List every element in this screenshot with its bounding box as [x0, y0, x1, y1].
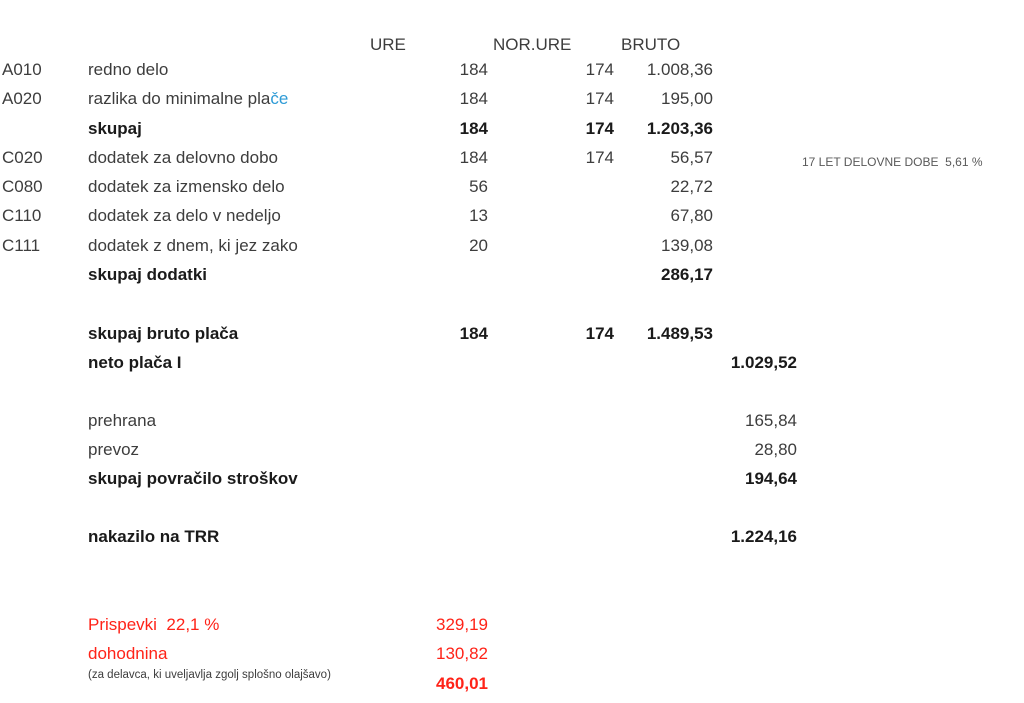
column-header-bruto: BRUTO [621, 35, 681, 54]
row-description: dodatek za delo v nedeljo [88, 206, 281, 225]
nor-ure-value: 174 [585, 119, 614, 138]
row-code: A020 [2, 89, 42, 108]
table-row-transport [0, 440, 1024, 460]
row-description: dohodnina [88, 644, 168, 663]
table-row-subtotal [0, 119, 1024, 139]
contributions-value: 329,19 [436, 615, 488, 634]
row-description: dodatek za izmensko delo [88, 177, 285, 196]
bruto-value: 56,57 [670, 148, 713, 167]
taxes-total-value: 460,01 [436, 674, 488, 693]
bruto-value: 286,17 [661, 265, 713, 284]
ure-value: 13 [469, 206, 488, 225]
row-description: skupaj dodatki [88, 265, 208, 284]
row-description: skupaj [88, 119, 142, 138]
column-header-row [0, 35, 1024, 55]
description-accent-text: če [270, 89, 289, 108]
seniority-note: 17 LET DELOVNE DOBE 5,61 % [802, 155, 983, 169]
neto-value: 1.224,16 [730, 527, 797, 546]
table-row-c080 [0, 177, 1024, 197]
nor-ure-value: 174 [585, 89, 614, 108]
bruto-value: 1.489,53 [646, 324, 713, 343]
tax-relief-note: (za delavca, ki uveljavlja zgolj splošno olajšavo) [88, 669, 331, 681]
row-code: C080 [2, 177, 43, 196]
row-code: C110 [2, 206, 42, 225]
bruto-value: 195,00 [661, 89, 713, 108]
row-description [88, 89, 288, 109]
row-description: nakazilo na TRR [88, 527, 220, 546]
table-row-net-salary [0, 353, 1024, 373]
neto-value: 165,84 [745, 411, 797, 430]
row-description: skupaj bruto plača [88, 324, 239, 343]
ure-value: 56 [469, 177, 488, 196]
ure-value: 184 [459, 60, 488, 79]
ure-value: 184 [459, 89, 488, 108]
table-row-c110 [0, 206, 1024, 226]
table-row-meals [0, 411, 1024, 431]
bruto-value: 1.008,36 [646, 60, 713, 79]
neto-value: 28,80 [754, 440, 797, 459]
table-row-allowances-total [0, 265, 1024, 285]
table-row-gross-total [0, 324, 1024, 344]
nor-ure-value: 174 [585, 60, 614, 79]
row-code: C111 [2, 236, 41, 255]
nor-ure-value: 174 [585, 324, 614, 343]
bruto-value: 139,08 [661, 236, 713, 255]
table-row-a010 [0, 60, 1024, 80]
bruto-value: 67,80 [670, 206, 713, 225]
row-description: prehrana [88, 411, 157, 430]
row-description: prevoz [88, 440, 140, 459]
bruto-value: 1.203,36 [646, 119, 713, 138]
table-row-c111 [0, 236, 1024, 256]
neto-value: 1.029,52 [730, 353, 797, 372]
column-header-ure: URE [370, 35, 406, 54]
ure-value: 184 [459, 148, 488, 167]
nor-ure-value: 174 [585, 148, 614, 167]
income-tax-value: 130,82 [436, 644, 488, 663]
row-description: dodatek z dnem, ki jez zako [88, 236, 298, 255]
table-row-income-tax [0, 644, 1024, 664]
row-code: C020 [2, 148, 43, 167]
table-row-contributions [0, 615, 1024, 635]
ure-value: 184 [459, 119, 488, 138]
row-description: redno delo [88, 60, 169, 79]
ure-value: 184 [459, 324, 488, 343]
row-description: neto plača I [88, 353, 182, 372]
table-row-tax-note-total [0, 668, 1024, 700]
table-row-c020 [0, 148, 1024, 168]
table-row-a020 [0, 89, 1024, 109]
neto-value: 194,64 [745, 469, 797, 488]
row-description: dodatek za delovno dobo [88, 148, 278, 167]
row-description: skupaj povračilo stroškov [88, 469, 298, 488]
row-code: A010 [2, 60, 42, 79]
row-description: Prispevki 22,1 % [88, 615, 220, 634]
table-row-bank-transfer [0, 527, 1024, 547]
column-header-nor-ure: NOR.URE [493, 35, 572, 54]
bruto-value: 22,72 [670, 177, 713, 196]
description-text: razlika do minimalne pla [88, 89, 271, 108]
table-row-reimbursement-total [0, 469, 1024, 489]
ure-value: 20 [469, 236, 488, 255]
